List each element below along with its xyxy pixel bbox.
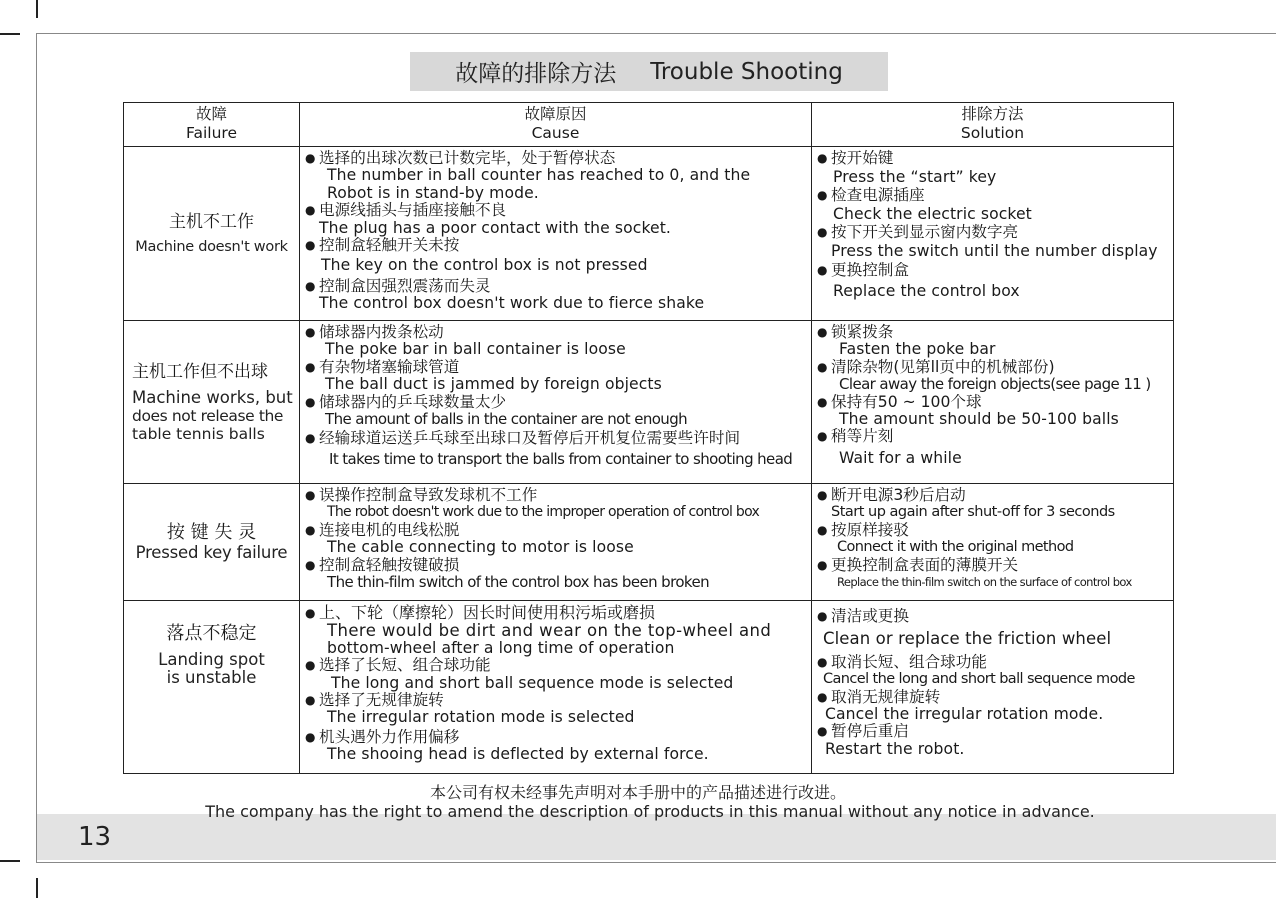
cause-cell: ● 误操作控制盒导致发球机不工作 The robot doesn't work due to the improper operation of control box ● 连接电机的电线松脱 The cable connecting to motor is loose ● 控制盒轻触按键破损 The thin-film switch of the control box has been broken [300,484,812,601]
header-failure: 故障 Failure [124,103,300,147]
solution-item: ● 清洁或更换 [817,607,909,625]
cause-item: ● 选择了长短、组合球功能 [305,656,491,675]
table-row [124,147,1174,321]
solution-cell: ● 清洁或更换 Clean or replace the friction wheel ● 取消长短、组合球功能 Cancel the long and short ball sequence mode ● 取消无规律旋转 Cancel the irregular rotation mode. ● 暂停后重启 Restart the robot. [812,601,1174,774]
bullet-icon: ● [817,522,828,537]
solution-item: ● 暂停后重启 [817,722,909,741]
page-title [410,52,888,91]
bullet-icon: ● [817,689,828,704]
bullet-icon: ● [305,359,316,374]
bullet-icon: ● [305,658,316,673]
cause-cell: ● 选择的出球次数已计数完毕，处于暂停状态 The number in ball counter has reached to 0, and the Robot is in stand-by mode. ● 电源线插头与插座接触不良 The plug has a poor contact with the socket. ● 控制盒轻触开关未按 The key on the control box is not pressed ● 控制盒因强烈震荡而失灵 The control box doesn't work due to fierce shake [300,147,812,321]
bullet-icon: ● [817,187,828,202]
bullet-icon: ● [305,557,316,572]
cause-item: ● 上、下轮（摩擦轮）因长时间使用积污垢或磨损 [305,603,656,622]
solution-cell: ● 断开电源3秒后启动 Start up again after shut-off for 3 seconds ● 按原样接驳 Connect it with the original method ● 更换控制盒表面的薄膜开关 Replace the thin-film switch on the surface of control box [812,484,1174,601]
solution-item: ● 检查电源插座 [817,185,925,204]
solution-item: ● 取消无规律旋转 [817,687,941,706]
solution-item: ● 锁紧拨条 [817,323,894,341]
cause-item: ● 储球器内的乒乓球数量太少 [305,392,507,411]
bullet-icon: ● [817,557,828,572]
crop-mark-left-bottom [0,860,20,862]
cause-item: ● 控制盒因强烈震荡而失灵 [305,276,491,295]
bullet-icon: ● [817,488,828,502]
cause-item: ● 机头遇外力作用偏移 [305,727,460,746]
bullet-icon: ● [305,431,316,446]
cause-cell: ● 上、下轮（摩擦轮）因长时间使用积污垢或磨损 There would be dirt and wear on the top-wheel and bottom-wheel after a long time of operation ● 选择了长短、组合球功能 The long and short ball sequence mode is selected ● 选择了无规律旋转 The irregular rotation mode is selected ● 机头遇外力作用偏移 The shooing head is deflected by external force. [300,601,812,774]
bullet-icon: ● [817,359,828,374]
table-row [124,484,1174,601]
cause-item: ● 误操作控制盒导致发球机不工作 [305,486,538,504]
solution-item: ● 保持有50 ~ 100个球 [817,392,982,411]
solution-item: ● 稍等片刻 [817,427,894,446]
bullet-icon: ● [305,238,316,253]
bullet-icon: ● [817,429,828,444]
failure-cell: 主机不工作 Machine doesn't work [124,147,300,321]
cause-item: ● 选择的出球次数已计数完毕，处于暂停状态 [305,149,616,167]
troubleshooting-table [123,102,1174,774]
crop-mark-bottom [36,878,38,898]
bullet-icon: ● [305,606,316,620]
table-row [124,601,1174,774]
bullet-icon: ● [305,693,316,708]
bullet-icon: ● [817,224,828,239]
table-header-row [124,103,1174,147]
title-en: Trouble Shooting [650,58,843,85]
cause-item: ● 控制盒轻触开关未按 [305,236,460,255]
crop-mark-top [36,0,38,18]
bullet-icon: ● [305,278,316,293]
failure-cell: 主机工作但不出球 Machine works, but does not release the table tennis balls [124,321,300,484]
cause-item: ● 经输球道运送乒乓球至出球口及暂停后开机复位需要些许时间 [305,429,741,448]
bullet-icon: ● [305,394,316,409]
cause-item: ● 有杂物堵塞输球管道 [305,357,460,376]
cause-item: ● 储球器内拨条松动 [305,323,444,341]
title-zh: 故障的排除方法 [455,61,617,87]
bullet-icon: ● [305,488,316,502]
bullet-icon: ● [305,203,316,218]
failure-cell: 落点不稳定 Landing spot is unstable [124,601,300,774]
solution-item: ● 断开电源3秒后启动 [817,486,966,504]
solution-cell: ● 锁紧拨条 Fasten the poke bar ● 清除杂物(见第ll页中的机械部份) Clear away the foreign objects(see page 11 ) ● 保持有50 ~ 100个球 The amount should be 50-100 balls ● 稍等片刻 Wait for a while [812,321,1174,484]
bullet-icon: ● [305,325,316,339]
cause-cell: ● 储球器内拨条松动 The poke bar in ball container is loose ● 有杂物堵塞输球管道 The ball duct is jammed by foreign objects ● 储球器内的乒乓球数量太少 The amount of balls in the container are not enough ● 经输球道运送乒乓球至出球口及暂停后开机复位需要些许时间 It takes time to transport the balls from container to shooting head [300,321,812,484]
solution-item: ● 清除杂物(见第ll页中的机械部份) [817,357,1055,376]
cause-item: ● 控制盒轻触按键破损 [305,555,460,574]
table-row [124,321,1174,484]
bullet-icon: ● [817,151,828,165]
bullet-icon: ● [817,724,828,739]
header-solution: 排除方法 Solution [812,103,1174,147]
solution-item: ● 按下开关到显示窗内数字亮 [817,222,1019,241]
bullet-icon: ● [817,609,828,623]
footer-notice-en: The company has the right to amend the description of products in this manual without any notice in advance. [205,802,1095,821]
crop-mark-left-top [0,33,20,35]
footer-notice-zh: 本公司有权未经事先声明对本手册中的产品描述进行改进。 [429,783,846,802]
solution-item: ● 更换控制盒 [817,261,909,280]
bullet-icon: ● [817,394,828,409]
cause-item: ● 连接电机的电线松脱 [305,520,460,539]
bullet-icon: ● [817,654,828,669]
bullet-icon: ● [305,729,316,744]
solution-item: ● 取消长短、组合球功能 [817,652,987,671]
solution-item: ● 按原样接驳 [817,520,909,539]
cause-item: ● 电源线插头与插座接触不良 [305,201,507,220]
bullet-icon: ● [305,151,316,165]
solution-item: ● 按开始键 [817,149,894,167]
page-number: 13 [78,822,112,852]
solution-item: ● 更换控制盒表面的薄膜开关 [817,555,1019,574]
bullet-icon: ● [817,325,828,339]
bullet-icon: ● [817,263,828,278]
cause-item: ● 选择了无规律旋转 [305,691,444,710]
header-cause: 故障原因 Cause [300,103,812,147]
failure-cell: 按 键 失 灵 Pressed key failure [124,484,300,601]
solution-cell: ● 按开始键 Press the “start” key ● 检查电源插座 Check the electric socket ● 按下开关到显示窗内数字亮 Press the switch until the number display ● 更换控制盒 Replace the control box [812,147,1174,321]
bullet-icon: ● [305,522,316,537]
